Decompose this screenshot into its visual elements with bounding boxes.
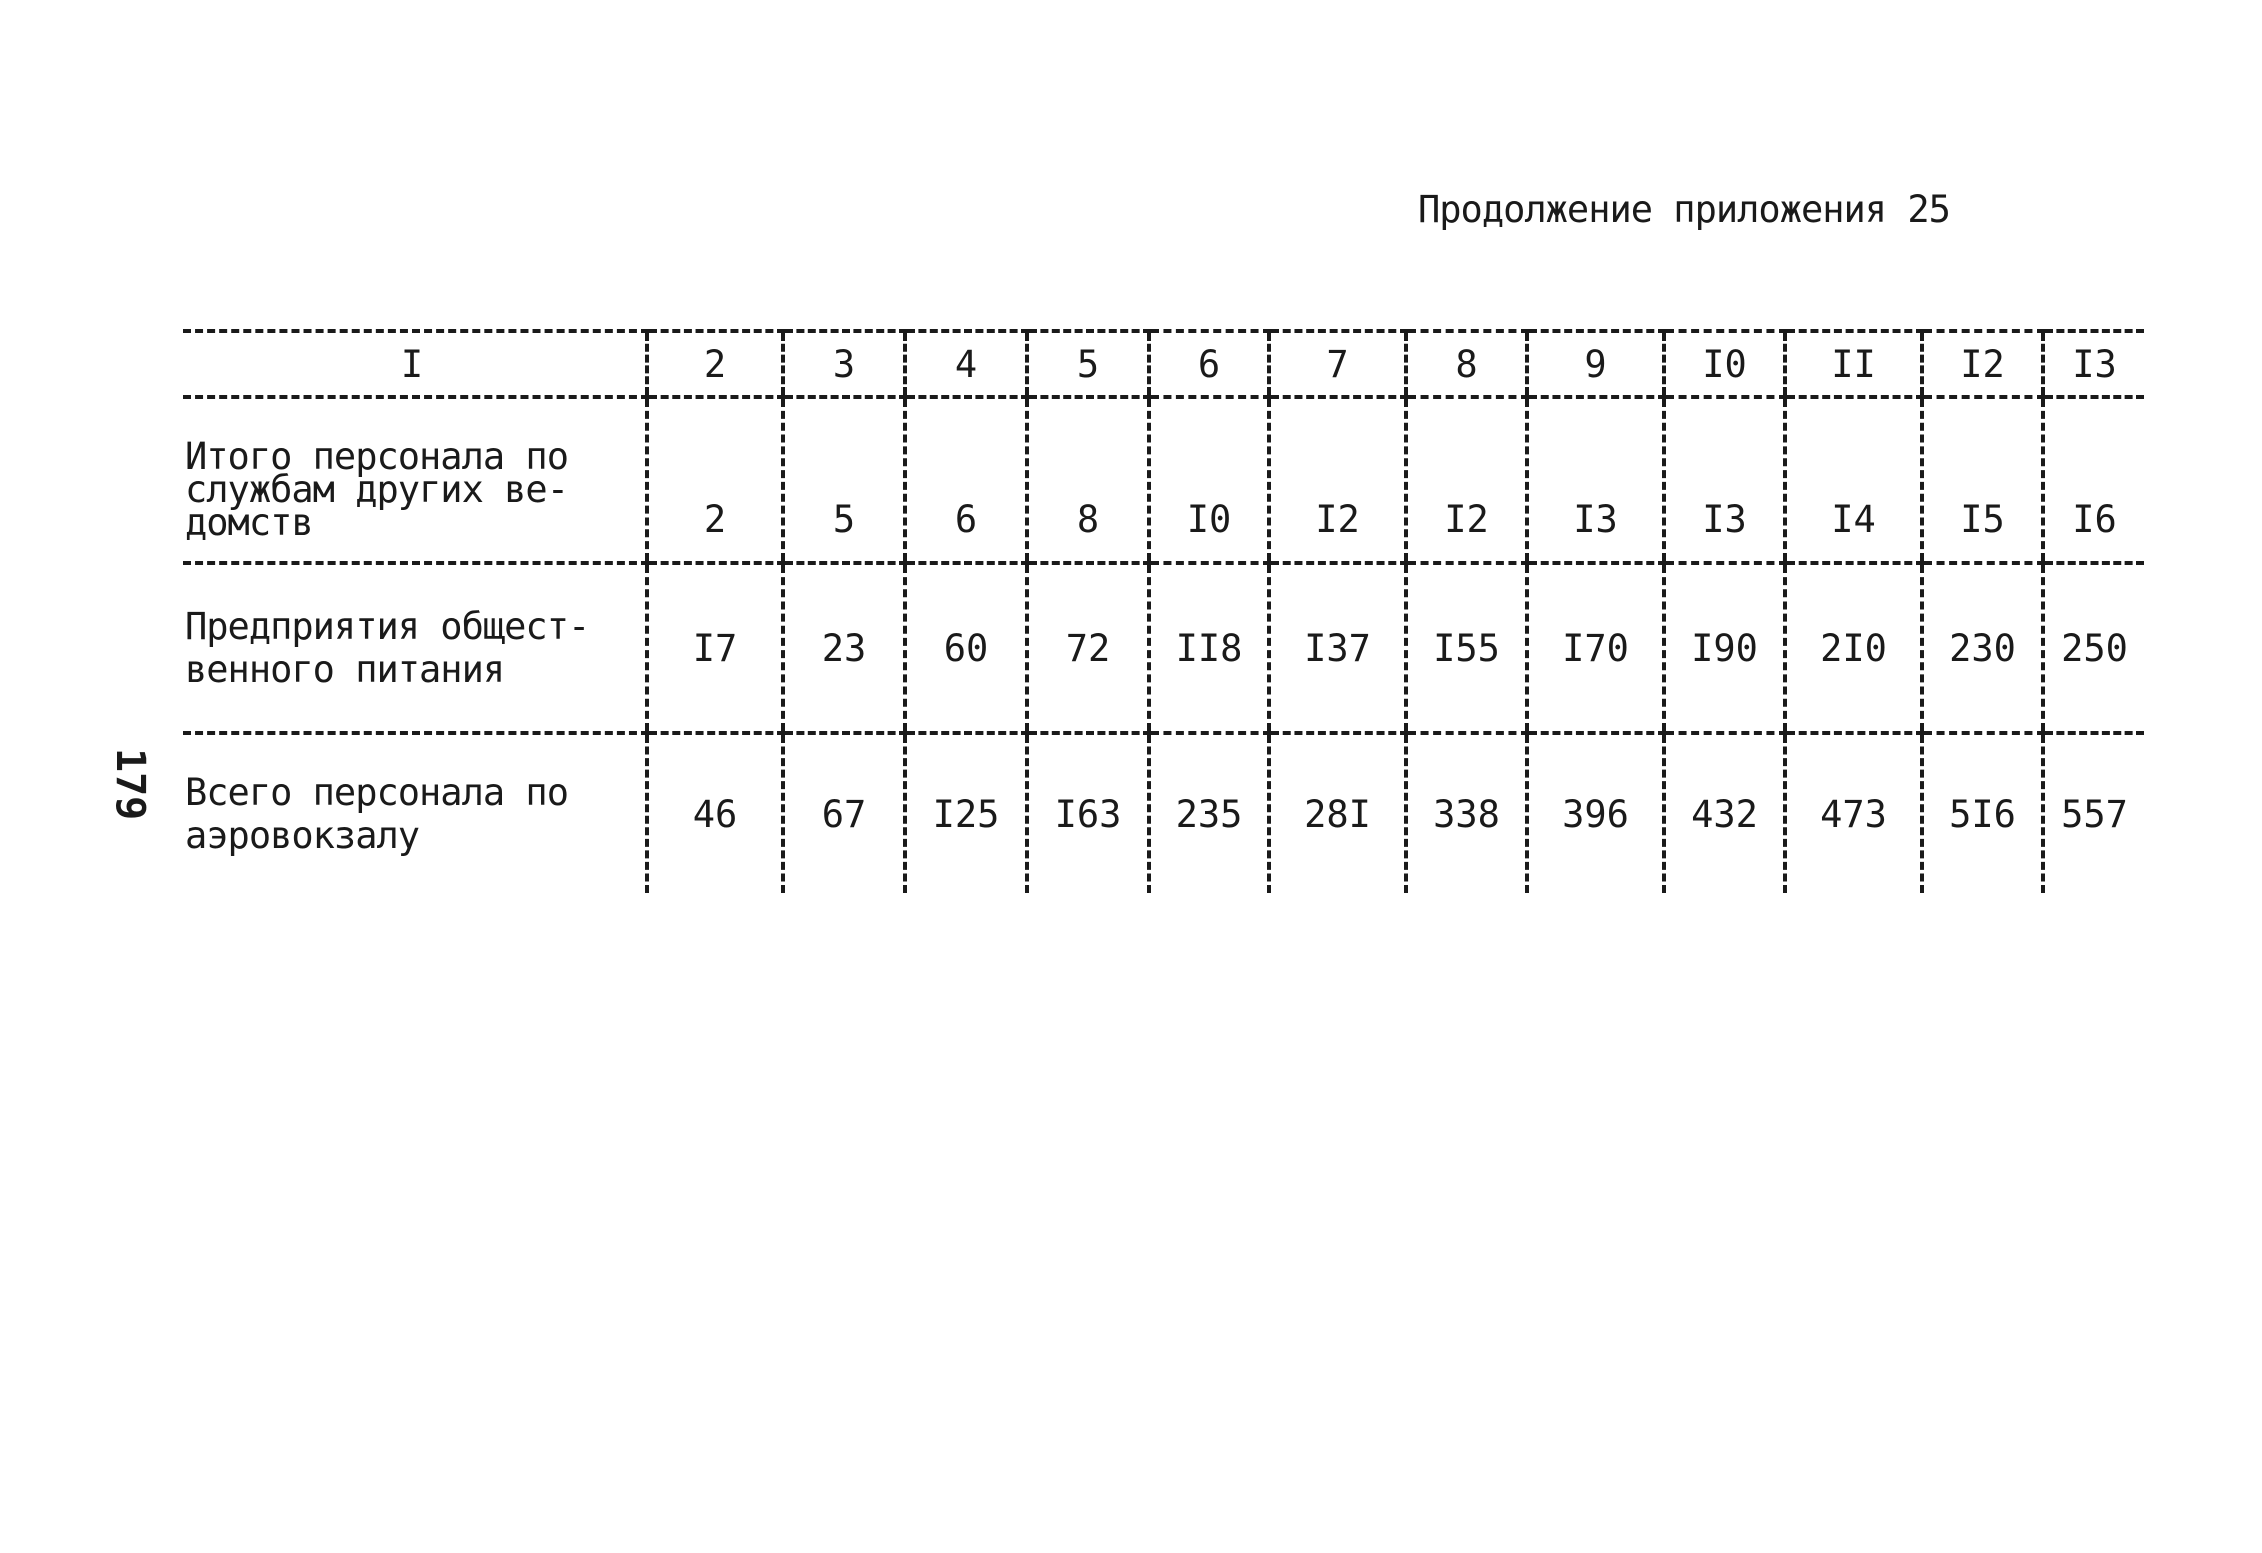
row-label: Предприятия общест- венного питания [185, 605, 590, 691]
page-number: 179 [107, 748, 153, 821]
table-cell: I4 [1785, 397, 1922, 563]
table-cell: 28I [1269, 733, 1406, 893]
table-cell: I2 [1406, 397, 1527, 563]
table-cell: I3 [1527, 397, 1664, 563]
table-cell: I5 [1922, 397, 2043, 563]
table-cell: I0 [1149, 397, 1269, 563]
table-cell: 235 [1149, 733, 1269, 893]
table-cell: 5 [783, 397, 905, 563]
table-cell: 473 [1785, 733, 1922, 893]
table-cell: 6 [905, 397, 1027, 563]
column-header: I2 [1922, 331, 2043, 397]
column-header: I0 [1664, 331, 1785, 397]
row-label-cell [183, 563, 647, 733]
table-cell: I63 [1027, 733, 1149, 893]
table-cell: 396 [1527, 733, 1664, 893]
column-header: 8 [1406, 331, 1527, 397]
data-table [183, 329, 2144, 893]
table-cell: I6 [2043, 397, 2144, 563]
table-cell: 60 [905, 563, 1027, 733]
table-cell: I37 [1269, 563, 1406, 733]
column-header: 9 [1527, 331, 1664, 397]
table-cell: 8 [1027, 397, 1149, 563]
column-header: II [1785, 331, 1922, 397]
column-header: I [183, 331, 647, 397]
table-cell: I2 [1269, 397, 1406, 563]
table-cell: 338 [1406, 733, 1527, 893]
table-cell: I3 [1664, 397, 1785, 563]
column-header: 5 [1027, 331, 1149, 397]
table-row [183, 563, 2144, 733]
table-cell: 557 [2043, 733, 2144, 893]
column-header: 2 [647, 331, 783, 397]
column-header: 3 [783, 331, 905, 397]
column-header: 6 [1149, 331, 1269, 397]
table-cell: 67 [783, 733, 905, 893]
table-cell: 2 [647, 397, 783, 563]
table-cell: I70 [1527, 563, 1664, 733]
table-cell: 23 [783, 563, 905, 733]
page-heading: Продолжение приложения 25 [1418, 188, 1950, 231]
row-label: Итого персонала по службам других ве- домств [185, 435, 568, 544]
table-cell: I55 [1406, 563, 1527, 733]
table-cell: II8 [1149, 563, 1269, 733]
table-cell: 432 [1664, 733, 1785, 893]
table-header-row [183, 331, 2144, 397]
table-cell: I7 [647, 563, 783, 733]
table-cell: 2I0 [1785, 563, 1922, 733]
row-label-cell [183, 733, 647, 893]
row-label-cell [183, 397, 647, 563]
column-header: I3 [2043, 331, 2144, 397]
table-cell: 230 [1922, 563, 2043, 733]
table-cell: 250 [2043, 563, 2144, 733]
table-cell: I90 [1664, 563, 1785, 733]
column-header: 4 [905, 331, 1027, 397]
table-cell: I25 [905, 733, 1027, 893]
table-row [183, 397, 2144, 563]
table-row [183, 733, 2144, 893]
table-cell: 72 [1027, 563, 1149, 733]
column-header: 7 [1269, 331, 1406, 397]
table-cell: 5I6 [1922, 733, 2043, 893]
table-cell: 46 [647, 733, 783, 893]
row-label: Всего персонала по аэровокзалу [185, 771, 568, 857]
